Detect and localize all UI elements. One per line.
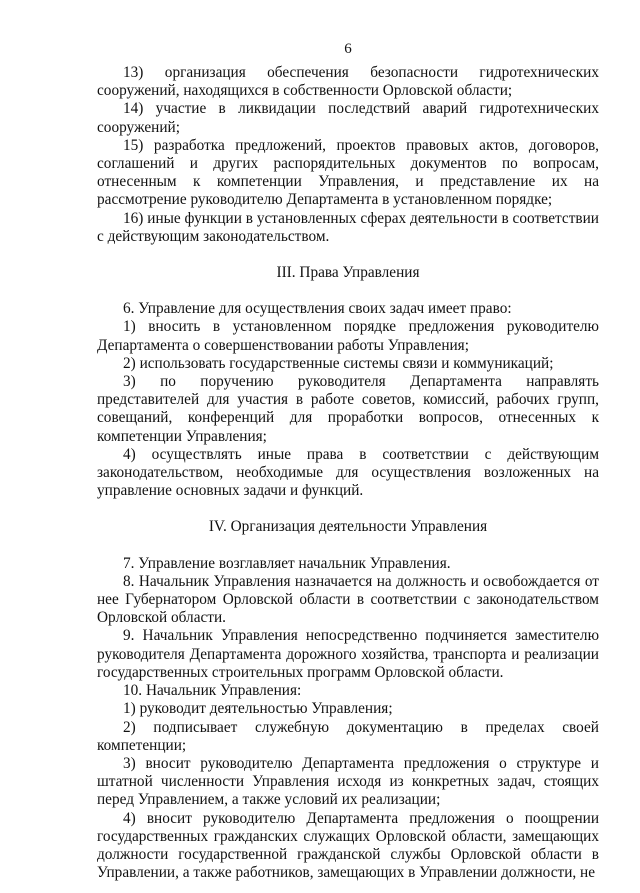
document-page xyxy=(97,0,599,893)
head-duty-4: 4) вносит руководителю Департамента предложения о поощрении государственных гражданских служащих Орловской области, замещающих должности государственной гражданской службы Орловской области в Управлении, а также работников, замещающих в Управлении должности, не xyxy=(97,809,599,882)
paragraph-9: 9. Начальник Управления непосредственно подчиняется заместителю руководителя Департамента дорожного хозяйства, транспорта и реализации государственных строительных программ Орловской области. xyxy=(97,627,599,681)
rights-item-1: 1) вносить в установленном порядке предложения руководителю Департамента о совершенствовании работы Управления; xyxy=(97,318,599,354)
spacer xyxy=(97,246,599,264)
head-duty-1: 1) руководит деятельностью Управления; xyxy=(123,700,393,718)
paragraph-7: 7. Управление возглавляет начальник Управления. xyxy=(123,554,451,572)
head-duty-2: 2) подписывает служебную документацию в пределах своей компетенции; xyxy=(97,718,599,754)
rights-item-3: 3) по поручению руководителя Департамента направлять представителей для участия в работе советов, комиссий, рабочих групп, совещаний, конференций для проработки вопросов, отнесенных к компетенции Управления; xyxy=(97,373,599,445)
document-body xyxy=(97,64,599,882)
paragraph-10: 10. Начальник Управления: xyxy=(123,682,302,700)
rights-item-2: 2) использовать государственные системы связи и коммуникаций; xyxy=(123,354,554,372)
paragraph-8: 8. Начальник Управления назначается на должность и освобождается от нее Губернатором Орловской области в соответствии с законодательством Орловской области. xyxy=(97,572,599,627)
page-number: 6 xyxy=(344,41,352,57)
rights-item-4: 4) осуществлять иные права в соответствии с действующим законодательством, необходимые для осуществления возложенных на управление основных задачи и функций. xyxy=(97,445,599,500)
head-duty-3: 3) вносит руководителю Департамента предложения о структуре и штатной численности Управления исходя из конкретных задач, стоящих перед Управлением, а также условий их реализации; xyxy=(97,754,599,809)
spacer xyxy=(97,537,599,555)
list-item-16: 16) иные функции в установленных сферах деятельности в соответствии с действующим законодательством. xyxy=(97,209,599,245)
list-item-14: 14) участие в ликвидации последствий аварий гидротехнических сооружений; xyxy=(97,100,599,136)
spacer xyxy=(97,500,599,518)
list-item-13: 13) организация обеспечения безопасности гидротехнических сооружений, находящихся в собственности Орловской области; xyxy=(97,64,599,100)
section-heading-rights: III. Права Управления xyxy=(276,264,420,282)
paragraph-6: 6. Управление для осуществления своих задач имеет право: xyxy=(123,300,512,318)
spacer xyxy=(97,282,599,300)
section-heading-organization: IV. Организация деятельности Управления xyxy=(208,518,488,536)
list-item-15: 15) разработка предложений, проектов правовых актов, договоров, соглашений и других распорядительных документов по вопросам, отнесенным к компетенции Управления, и представление их на рассмотрение руководителю Департамента в установленном порядке; xyxy=(97,136,599,209)
